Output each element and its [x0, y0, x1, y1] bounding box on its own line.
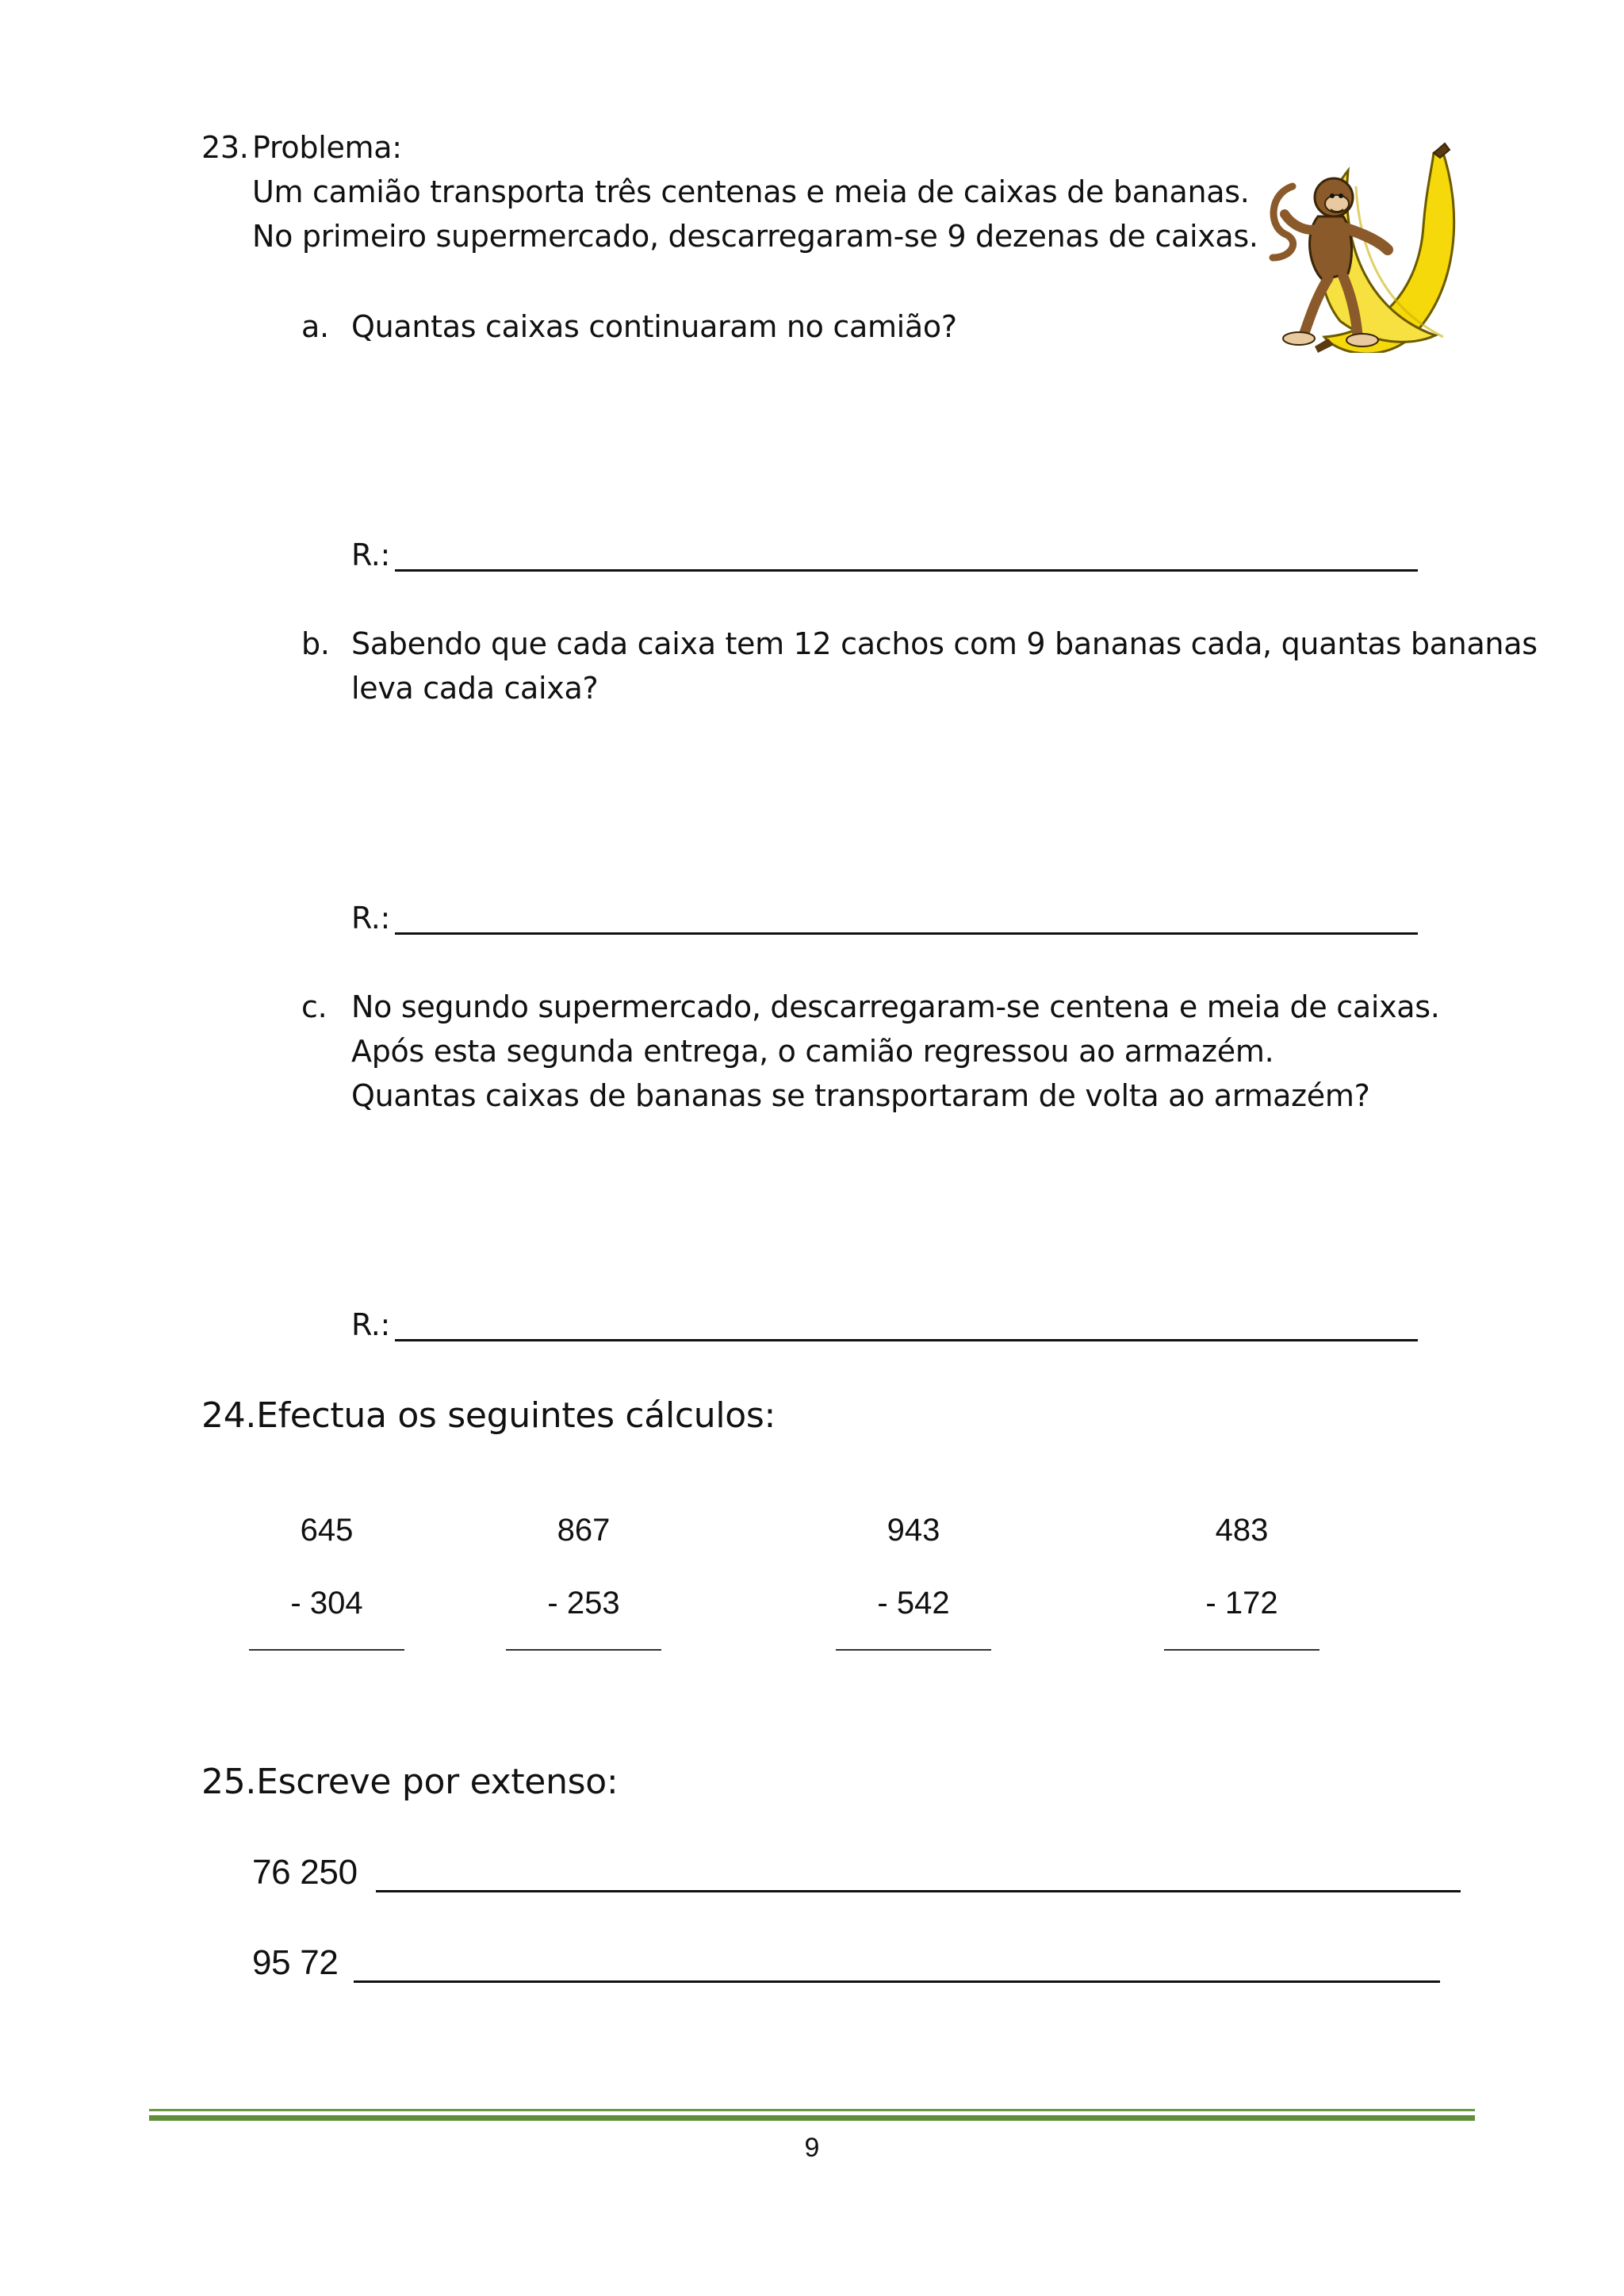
- q23c-answer-line[interactable]: [395, 1339, 1418, 1341]
- q23-number: 23.: [201, 130, 249, 165]
- calc-subtrahend: - 253: [547, 1586, 620, 1621]
- q23-line1: Um camião transporta três centenas e meia de caixas de bananas.: [252, 174, 1250, 209]
- calc-answer-rule[interactable]: [249, 1649, 404, 1651]
- calc-minuend: 943: [887, 1513, 940, 1548]
- q23b-answer-line[interactable]: [395, 932, 1418, 935]
- q23c-question-line3: Quantas caixas de bananas se transportaram de volta ao armazém?: [351, 1078, 1370, 1113]
- q23b-question-line1: Sabendo que cada caixa tem 12 cachos com 9 bananas cada, quantas bananas: [351, 626, 1538, 661]
- q24-title: 24.Efectua os seguintes cálculos:: [201, 1395, 776, 1436]
- footer-rule-top: [149, 2109, 1475, 2111]
- calc-subtrahend: - 304: [290, 1586, 363, 1621]
- footer-rule-bottom: [149, 2115, 1475, 2121]
- calc-subtrahend: - 172: [1205, 1586, 1278, 1621]
- calc-answer-rule[interactable]: [506, 1649, 661, 1651]
- q25-number-1: 76 250: [252, 1853, 358, 1892]
- q23a-question: Quantas caixas continuaram no camião?: [351, 309, 957, 344]
- calc-minuend: 483: [1215, 1513, 1269, 1548]
- q25-title: 25.Escreve por extenso:: [201, 1762, 619, 1802]
- q23c-label: c.: [301, 989, 327, 1024]
- q25-answer-line-1[interactable]: [376, 1890, 1461, 1892]
- q23c-question-line1: No segundo supermercado, descarregaram-se centena e meia de caixas.: [351, 989, 1440, 1024]
- calc-minuend: 645: [300, 1513, 354, 1548]
- q23a-answer-line[interactable]: [395, 569, 1418, 572]
- q23b-label: b.: [301, 626, 330, 661]
- q23-title: Problema:: [252, 130, 402, 165]
- q23c-question-line2: Após esta segunda entrega, o camião regressou ao armazém.: [351, 1034, 1274, 1069]
- q23b-question-line2: leva cada caixa?: [351, 671, 599, 706]
- q23c-answer-label: R.:: [351, 1307, 391, 1342]
- calc-answer-rule[interactable]: [836, 1649, 991, 1651]
- page-number: 9: [804, 2133, 820, 2163]
- q25-number-2: 95 72: [252, 1943, 339, 1982]
- q23b-answer-label: R.:: [351, 901, 391, 936]
- q23a-answer-label: R.:: [351, 538, 391, 572]
- calc-answer-rule[interactable]: [1164, 1649, 1320, 1651]
- calc-minuend: 867: [557, 1513, 611, 1548]
- q25-answer-line-2[interactable]: [354, 1980, 1440, 1983]
- calc-subtrahend: - 542: [877, 1586, 950, 1621]
- monkey-with-banana-icon: [1261, 139, 1467, 353]
- q23a-label: a.: [301, 309, 329, 344]
- q23-line2: No primeiro supermercado, descarregaram-se 9 dezenas de caixas.: [252, 219, 1258, 254]
